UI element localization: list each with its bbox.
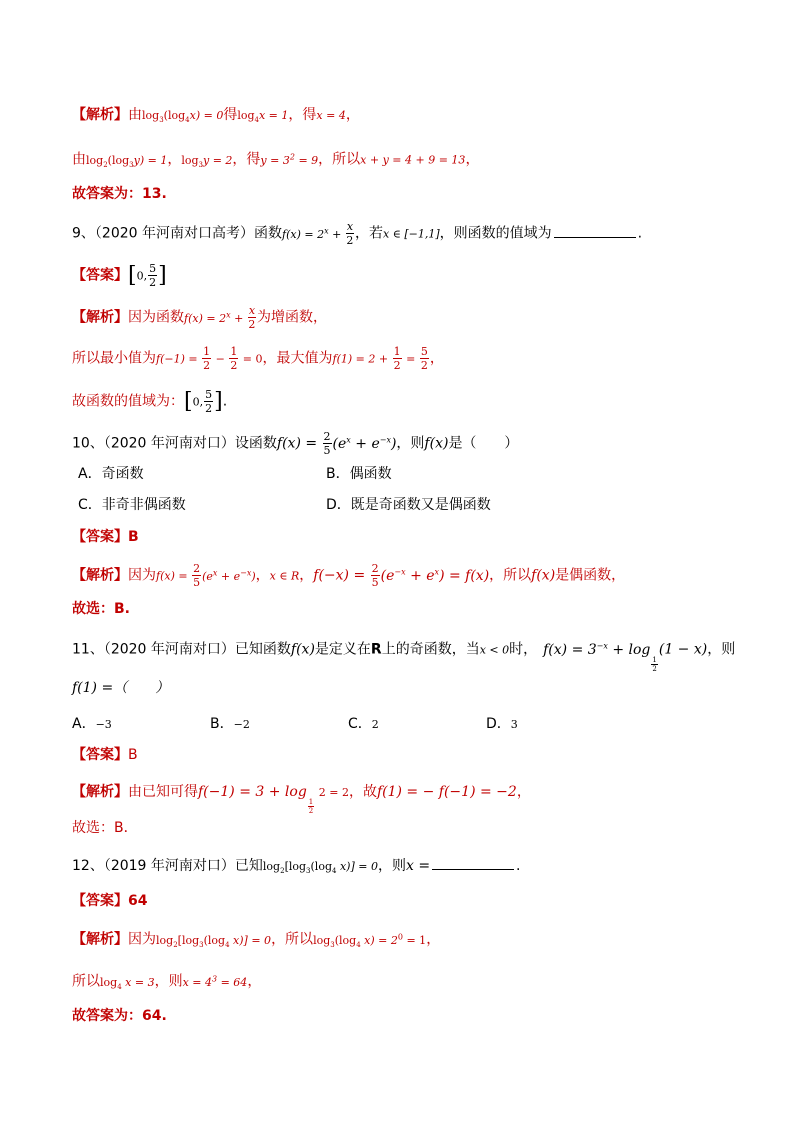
q8-final-answer: 故答案为：13. [72, 186, 167, 202]
q11-answer: 【答案】B [72, 747, 138, 763]
q10-analysis: 【解析】因为f(x) = $\frac{2}{5}$ $(e^x + e^{-x})$，x ∈ R，f(−x) = $\frac{2}{5}$ $(e^{-x} + e^x) = f(x)$，所以f(x)是偶函数， [72, 562, 626, 590]
q12-answer: 【答案】64 [72, 893, 148, 909]
q11-stem-line2: f(1) =（ ） [72, 680, 170, 696]
q11-analysis: 【解析】由已知可得f(−1) = 3 + log $\frac{1}{2}$ 2 = 2，故f(1) = − f(−1) = −2， [72, 784, 531, 815]
q9-answer: 【答案】[0, $\frac{5}{2}$ ] [72, 262, 167, 289]
q9-stem: 9、（2020 年河南对口高考）函数$f(x) = 2^x$ + $\frac{x}{2}$ ，若x ∈ [−1,1]，则函数的值域为 . [72, 220, 643, 247]
q10-option-b: B．偶函数 [326, 466, 392, 482]
q10-option-a: A．奇函数 [78, 466, 144, 482]
q11-option-b: B．−2 [210, 716, 250, 732]
q11-option-c: C．2 [348, 716, 379, 732]
answer-blank [432, 855, 514, 870]
q9-analysis-line1: 【解析】因为函数$f(x) = 2^x$ + $\frac{x}{2}$ 为增函数， [72, 304, 328, 331]
q11-stem: 11、（2020 年河南对口）已知函数f(x)是定义在R上的奇函数，当x < 0时， $f(x) = 3^{-x} + \log$ $\frac{1}{2}$ (1 − x)，则 [72, 641, 736, 673]
q10-final-answer: 故选：B. [72, 601, 130, 617]
q10-option-c: C．非奇非偶函数 [78, 497, 186, 513]
answer-blank [554, 223, 636, 238]
q11-option-a: A．−3 [72, 716, 112, 732]
q11-final-answer: 故选：B． [72, 820, 138, 836]
analysis-tag: 【解析】 [72, 107, 128, 123]
q12-stem: 12、（2019 年河南对口）已知$\log_2[\log_3(\log_4$ x)] = 0，则x = . [72, 855, 521, 881]
q9-final-answer: 故函数的值域为：[0, $\frac{5}{2}$ ]. [72, 388, 228, 415]
answer-tag: 【答案】 [72, 267, 128, 284]
q10-option-d: D．既是奇函数又是偶函数 [326, 497, 491, 513]
q8-analysis-line2: 由$\log_2(\log_3y) = 1$，$\log_3y = 2$，得$y = 3^2 = 9$，所以x + y = 4 + 9 = 13， [72, 151, 480, 169]
q10-stem: 10、（2020 年河南对口）设函数f(x) = $\frac{2}{5}$ $(e^x + e^{-x})$，则f(x)是（ ） [72, 430, 519, 458]
q12-final-answer: 故答案为：64. [72, 1008, 167, 1024]
q9-analysis-line2: 所以最小值为f(−1) = $\frac{1}{2}$ − $\frac{1}{2}$ = 0，最大值为f(1) = 2 + $\frac{1}{2}$ = $\frac{5}{2}$ ， [72, 345, 444, 372]
q12-analysis-line1: 【解析】因为$\log_2[\log_3(\log_4$ x)] = 0，所以$\log_3(\log_4$ $x) = 2^0 = 1$， [72, 931, 441, 949]
q12-analysis-line2: 所以$\log_4 x = 3$，则$x = 4^3 = 64$， [72, 973, 262, 991]
q10-answer: 【答案】B [72, 529, 139, 545]
q8-analysis-line1: 【解析】由$\log_3(\log_4x) = 0$得$\log_4x = 1$，得x = 4， [72, 107, 360, 125]
q11-option-d: D．3 [486, 716, 518, 732]
fraction: $\frac{x}{2}$ [346, 220, 354, 247]
